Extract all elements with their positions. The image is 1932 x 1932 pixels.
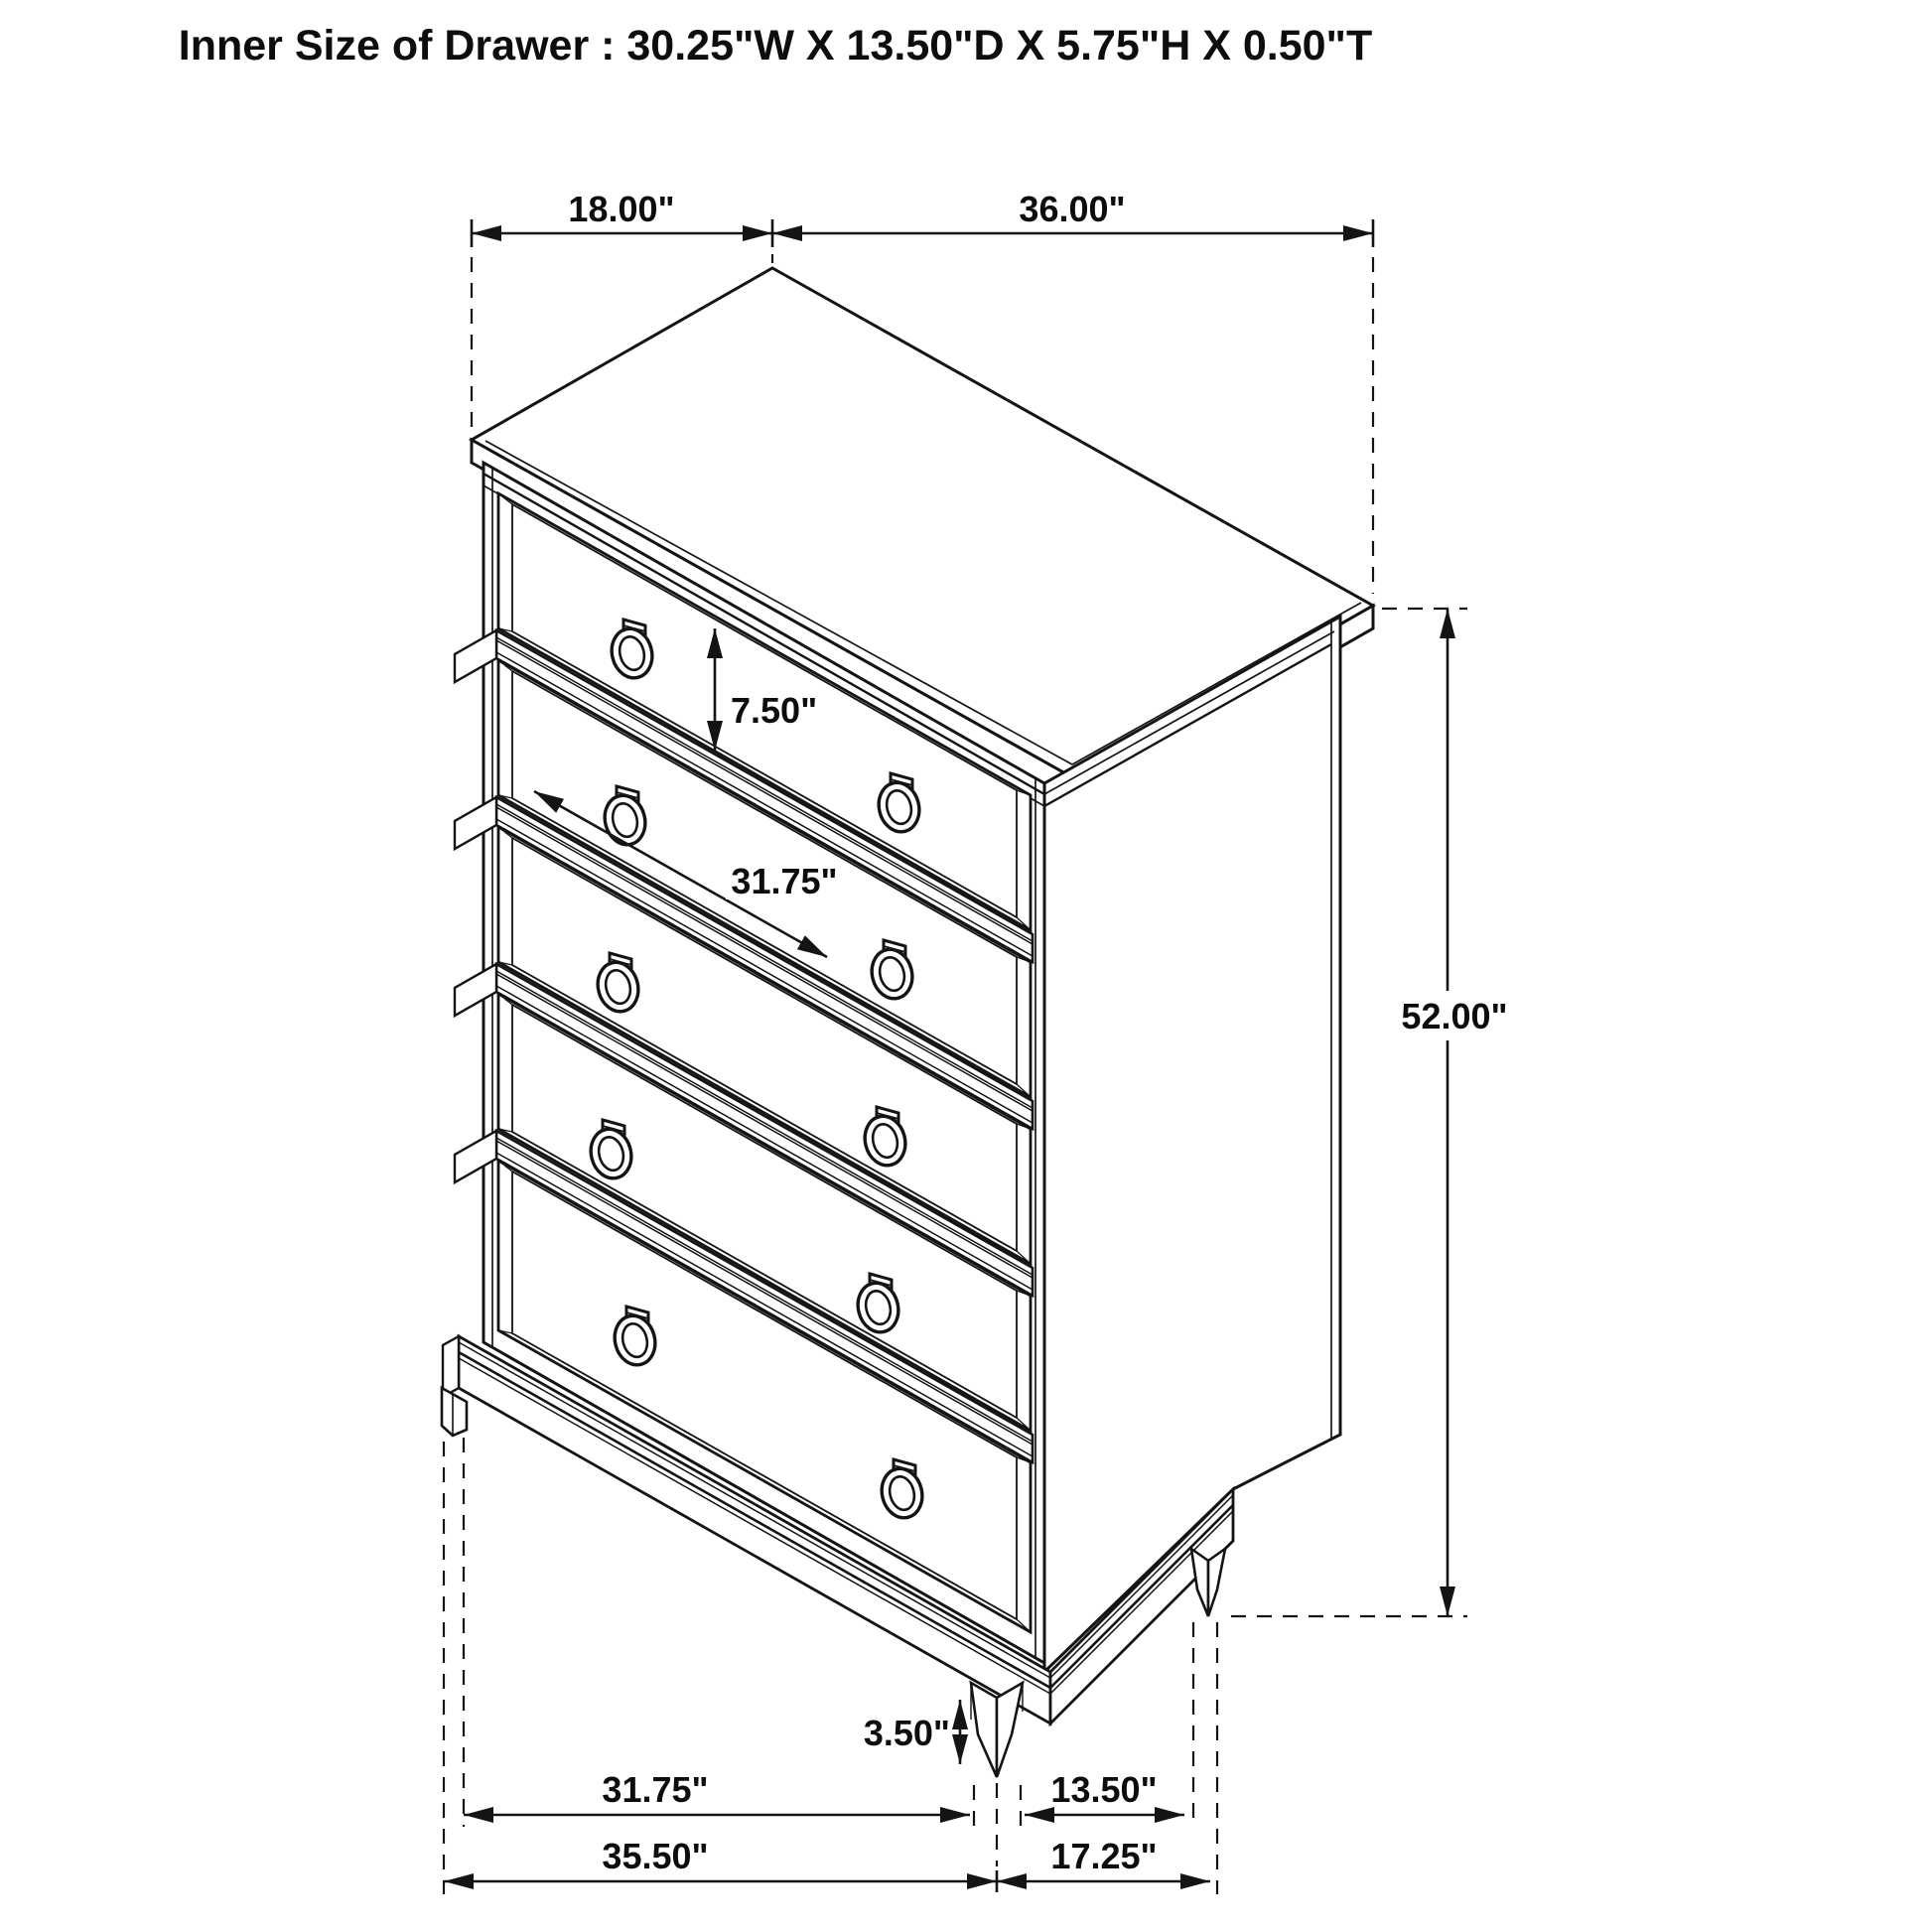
front-left-leg — [442, 1388, 467, 1436]
dim-label-bottom-side-depth: 13.50" — [1050, 1769, 1158, 1810]
dim-label-bottom-overall-depth: 17.25" — [1050, 1836, 1158, 1876]
dim-label-overall-height: 52.00" — [1401, 996, 1508, 1036]
dim-bottom-side-depth — [1025, 1769, 1184, 1823]
dim-bottom-overall-width — [444, 1836, 997, 1892]
front-center-leg — [971, 1683, 1023, 1777]
dim-label-bottom-overall-width: 35.50" — [602, 1836, 709, 1876]
dim-label-bottom-drawer-width: 31.75" — [602, 1769, 709, 1810]
dim-label-top-depth: 18.00" — [568, 189, 675, 229]
dim-leg-height — [864, 1700, 968, 1764]
dim-bottom-overall-depth — [997, 1836, 1210, 1889]
chest-side-face — [1044, 617, 1340, 1672]
dim-label-leg-height: 3.50" — [863, 1713, 950, 1753]
diagram-title: Inner Size of Drawer : 30.25"W X 13.50"D X 5.75"H X 0.50"T — [178, 22, 1373, 69]
dim-label-drawer-width: 31.75" — [731, 861, 838, 901]
dim-label-top-width: 36.00" — [1019, 189, 1126, 229]
chest-drawing — [442, 268, 1373, 1777]
dim-label-drawer-height: 7.50" — [731, 690, 818, 731]
dim-bottom-drawer-width — [464, 1769, 970, 1823]
